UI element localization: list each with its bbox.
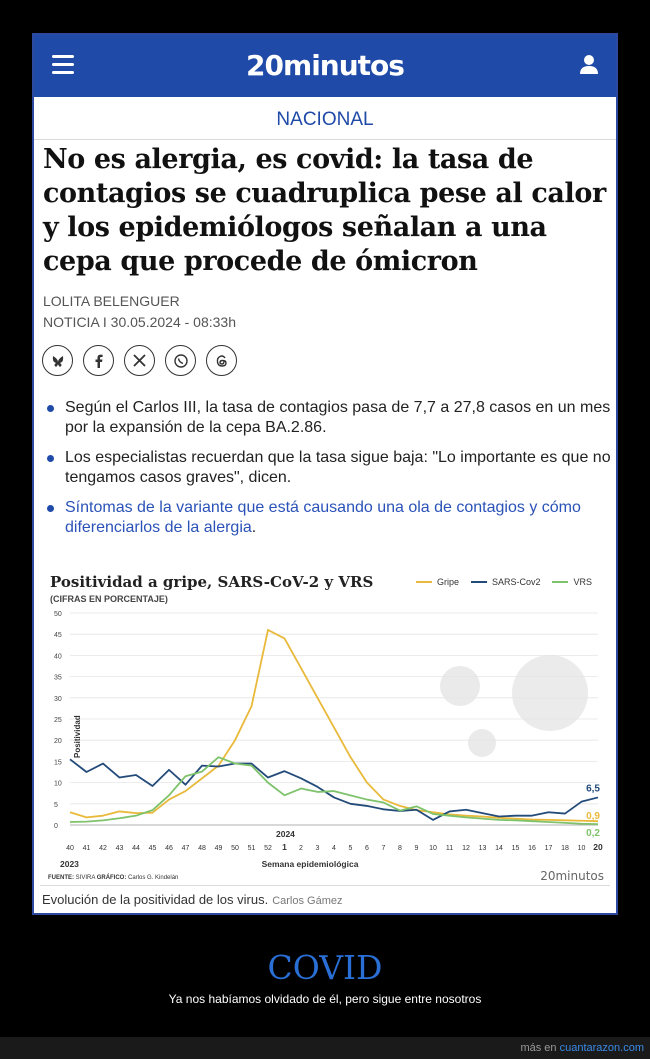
chart-figure [40, 563, 612, 887]
end-value-label: 0,9 [586, 811, 600, 823]
x-tick-label: 44 [132, 845, 140, 852]
y-tick-label: 10 [54, 780, 62, 788]
chart-title: Positividad a gripe, SARS-CoV-2 y VRS [50, 573, 374, 591]
summary-bullets [43, 398, 613, 548]
y-tick-label: 5 [54, 801, 58, 809]
x-tick-label: 50 [231, 845, 239, 852]
x-tick-label: 17 [544, 845, 553, 852]
x-icon[interactable] [124, 345, 155, 376]
post-subtitle: Ya nos habíamos olvidado de él, pero sigue entre nosotros [168, 992, 482, 1006]
bluesky-icon[interactable] [42, 345, 73, 376]
chart-series-lines [70, 630, 598, 824]
x-tick-label: 7 [381, 845, 386, 852]
site-logo[interactable]: 20minutos [246, 49, 404, 82]
y-tick-label: 25 [54, 717, 62, 724]
x-tick-label: 5 [348, 845, 353, 852]
x-tick-label: 1 [282, 842, 287, 852]
whatsapp-icon[interactable] [165, 345, 196, 376]
line-chart [40, 563, 612, 873]
y-axis-label: Positividad [73, 715, 82, 758]
x-tick-label: 48 [198, 845, 206, 852]
chart-grid [70, 613, 598, 825]
x-tick-label: 20 [593, 842, 603, 852]
x-tick-label: 12 [462, 845, 470, 852]
divider [34, 139, 616, 140]
x-tick-label: 49 [214, 845, 223, 852]
x-tick-label: 13 [478, 845, 487, 852]
legend-label: VRS [573, 577, 592, 587]
x-tick-label: 40 [66, 845, 74, 852]
related-link-text[interactable]: Síntomas de la variante que está causando una ola de contagios y cómo diferenciarlos de la alergia [65, 499, 581, 536]
x-tick-label: 46 [165, 845, 173, 852]
x-tick-label: 3 [315, 845, 320, 852]
y-tick-label: 40 [54, 653, 62, 661]
legend-label: Gripe [436, 577, 459, 587]
footer-text [520, 1042, 644, 1054]
x-tick-label: 47 [181, 845, 190, 852]
y-tick-label: 0 [54, 823, 58, 830]
series-line-vrs [70, 757, 598, 824]
chart-credits [48, 875, 178, 881]
y-tick-label: 45 [54, 632, 62, 640]
x-tick-label: 6 [365, 845, 369, 852]
bullet-text: Según el Carlos III, la tasa de contagios pasa de 7,7 a 27,8 casos en un mes por la expansión de la cepa BA.2.86. [65, 399, 611, 436]
summary-bullet [43, 398, 613, 438]
x-tick-label: 18 [561, 845, 569, 852]
y-axis-ticks [54, 611, 62, 830]
x-axis-label: Semana epidemiológica [261, 859, 359, 869]
y-tick-label: 20 [54, 738, 62, 746]
x-tick-label: 9 [414, 845, 419, 852]
x-tick-label: 15 [511, 845, 520, 852]
x-tick-label: 2 [299, 845, 303, 852]
related-link[interactable] [43, 498, 613, 538]
series-line-gripe [70, 630, 598, 821]
x-tick-label: 8 [398, 845, 402, 852]
credits-source: SIVIRA [75, 875, 96, 881]
legend-label: SARS-Cov2 [491, 577, 541, 587]
article-screenshot [32, 33, 618, 915]
y-tick-label: 50 [54, 611, 62, 618]
x-tick-label: 42 [99, 845, 107, 852]
bullet-tail: . [251, 519, 257, 536]
x-tick-label: 14 [495, 845, 503, 852]
facebook-icon[interactable] [83, 345, 114, 376]
section-label[interactable]: NACIONAL [276, 109, 374, 130]
year-start-label: 2023 [60, 859, 79, 869]
post-title: COVID [267, 948, 383, 987]
year-mid-label: 2024 [276, 829, 295, 839]
x-tick-label: 41 [82, 845, 91, 852]
summary-bullet [43, 448, 613, 488]
credits-graphic: Carlos G. Kindelán [128, 875, 179, 881]
x-tick-label: 45 [148, 845, 157, 852]
article-meta: NOTICIA I 30.05.2024 - 08:33h [43, 314, 237, 330]
site-footer [0, 1037, 650, 1059]
credits-source-label: FUENTE: [48, 875, 74, 881]
end-value-label: 6,5 [586, 783, 600, 795]
threads-icon[interactable] [206, 345, 237, 376]
x-tick-label: 4 [332, 845, 336, 852]
chart-brand: 20minutos [540, 869, 604, 883]
x-tick-label: 10 [577, 845, 586, 852]
end-value-labels [586, 783, 600, 839]
y-tick-label: 15 [54, 759, 62, 767]
share-bar [42, 345, 237, 376]
author-name[interactable]: LOLITA BELENGUER [43, 293, 180, 309]
footer-prefix: más en [520, 1042, 557, 1054]
y-tick-label: 35 [54, 674, 62, 682]
user-icon[interactable] [578, 53, 600, 75]
article-headline: No es alergia, es covid: la tasa de contagios se cuadruplica pese al calor y los epidemiólogos señalan a una cepa que procede de ómicron [43, 144, 606, 277]
chart-subtitle: (CIFRAS EN PORCENTAJE) [50, 594, 168, 604]
virus-decoration [440, 655, 588, 757]
x-tick-label: 10 [429, 845, 437, 852]
footer-link[interactable]: cuantarazon.com [559, 1042, 644, 1054]
end-value-label: 0,2 [586, 828, 600, 840]
bullet-text: Los especialistas recuerdan que la tasa sigue baja: "Lo importante es que no tengamos casos graves", dicen. [65, 449, 611, 486]
x-tick-label: 51 [247, 845, 256, 852]
x-tick-label: 11 [445, 845, 454, 852]
divider [40, 885, 610, 886]
credits-graphic-label: GRÁFICO: [96, 875, 127, 881]
x-tick-label: 52 [264, 845, 272, 852]
top-bar [34, 35, 616, 97]
caption-text: Evolución de la positividad de los virus. [42, 892, 269, 907]
x-tick-label: 43 [115, 845, 124, 852]
x-axis-ticks [66, 842, 603, 852]
image-caption [42, 892, 342, 907]
y-tick-label: 30 [54, 695, 62, 703]
caption-author: Carlos Gámez [272, 895, 343, 907]
x-tick-label: 16 [528, 845, 536, 852]
